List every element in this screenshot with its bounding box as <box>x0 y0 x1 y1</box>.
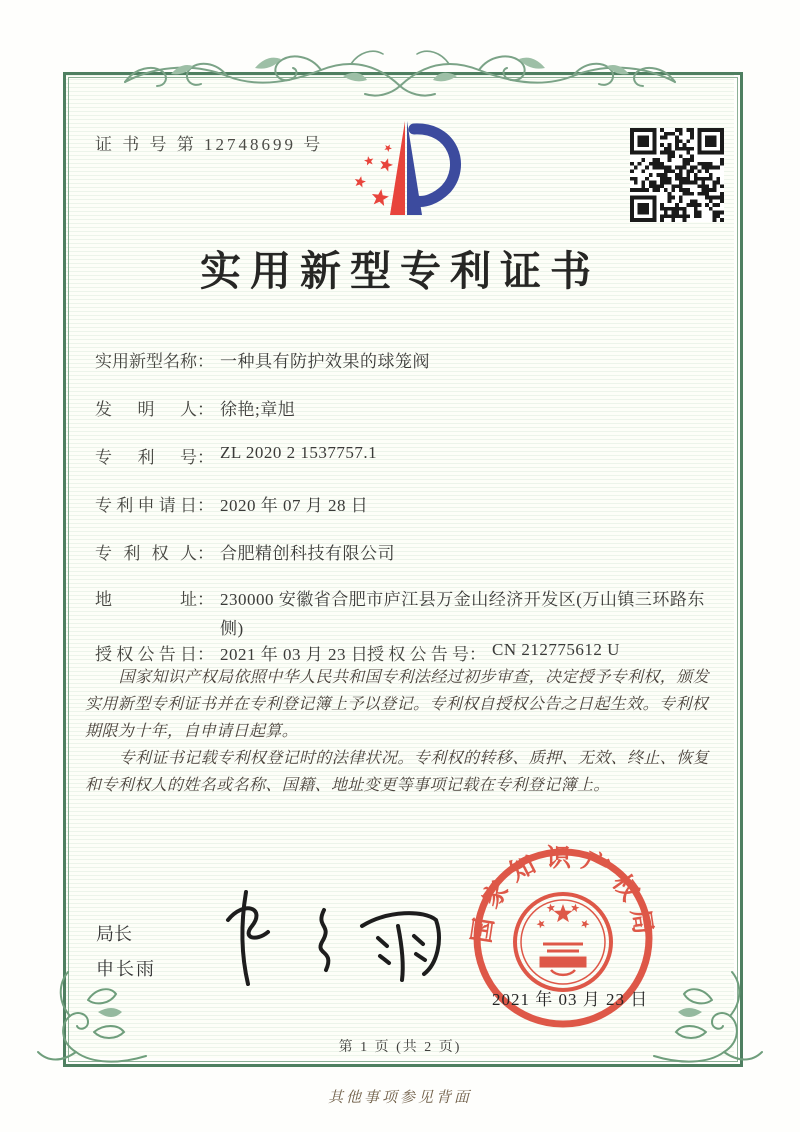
field-row-patentee: 专利权人： 合肥精创科技有限公司 <box>95 539 395 564</box>
certificate-title: 实用新型专利证书 <box>200 248 600 294</box>
field-row-grant-date: 授权公告日： 2021 年 03 月 23 日 <box>95 640 368 665</box>
field-label: 专利权人 <box>95 544 197 563</box>
field-row-filing-date: 专利申请日： 2020 年 07 月 28 日 <box>95 491 368 516</box>
field-row-name: 实用新型名称： 一种具有防护效果的球笼阀 <box>95 347 430 372</box>
field-row-address: 地址： 230000 安徽省合肥市庐江县万金山经济开发区(万山镇三环路东侧) <box>95 585 725 643</box>
field-label: 地址 <box>95 590 197 609</box>
field-value: 徐艳;章旭 <box>220 400 296 419</box>
emblem-stars <box>537 904 590 929</box>
field-value: 合肥精创科技有限公司 <box>220 544 395 563</box>
field-value: 一种具有防护效果的球笼阀 <box>220 352 430 371</box>
seal-text: 国家知识产权局 <box>468 845 658 945</box>
field-value: 2021 年 03 月 23 日 <box>220 645 369 664</box>
page-number: 第 1 页 (共 2 页) <box>338 1040 462 1055</box>
seal-emblem <box>515 894 611 990</box>
legal-paragraph-2: 专利证书记载专利权登记时的法律状况。专利权的转移、质押、无效、终止、恢复和专利权人的姓名或名称、国籍、地址变更等事项记载在专利登记簿上。 <box>85 750 709 794</box>
field-label: 发明人 <box>95 400 197 419</box>
field-value: CN 212775612 U <box>492 640 620 659</box>
border-ornament-top <box>115 30 685 108</box>
certificate-number: 证 书 号 第 12748699 号 <box>95 135 324 154</box>
qr-code <box>630 128 724 222</box>
field-label: 专利号 <box>95 448 197 467</box>
field-label: 授权公告号 <box>367 645 469 664</box>
field-label: 实用新型名称 <box>95 352 197 371</box>
field-value: ZL 2020 2 1537757.1 <box>220 443 378 462</box>
field-label: 专利申请日 <box>95 496 197 515</box>
seal-date: 2021 年 03 月 23 日 <box>492 990 649 1009</box>
field-label: 授权公告日 <box>95 645 197 664</box>
back-side-note: 其他事项参见背面 <box>327 1090 472 1106</box>
field-value: 230000 安徽省合肥市庐江县万金山经济开发区(万山镇三环路东侧) <box>220 590 705 638</box>
field-row-inventor: 发明人： 徐艳;章旭 <box>95 395 295 420</box>
field-row-patent-no: 专利号： ZL 2020 2 1537757.1 <box>95 443 378 467</box>
logo-stars <box>355 144 393 205</box>
commissioner-title: 局长 <box>96 924 132 944</box>
field-value: 2020 年 07 月 28 日 <box>220 496 369 515</box>
legal-text <box>85 664 723 799</box>
legal-paragraph-1: 国家知识产权局依照中华人民共和国专利法经过初步审查，决定授予专利权，颁发实用新型专利证书并在专利登记簿上予以登记。专利权自授权公告之日起生效。专利权期限为十年，自申请日起算。 <box>85 669 709 740</box>
field-row-grant-no: 授权公告号： CN 212775612 U <box>367 640 620 664</box>
signature-image <box>212 880 442 995</box>
cnipa-logo-icon <box>342 115 467 220</box>
commissioner-name: 申长雨 <box>96 959 156 979</box>
